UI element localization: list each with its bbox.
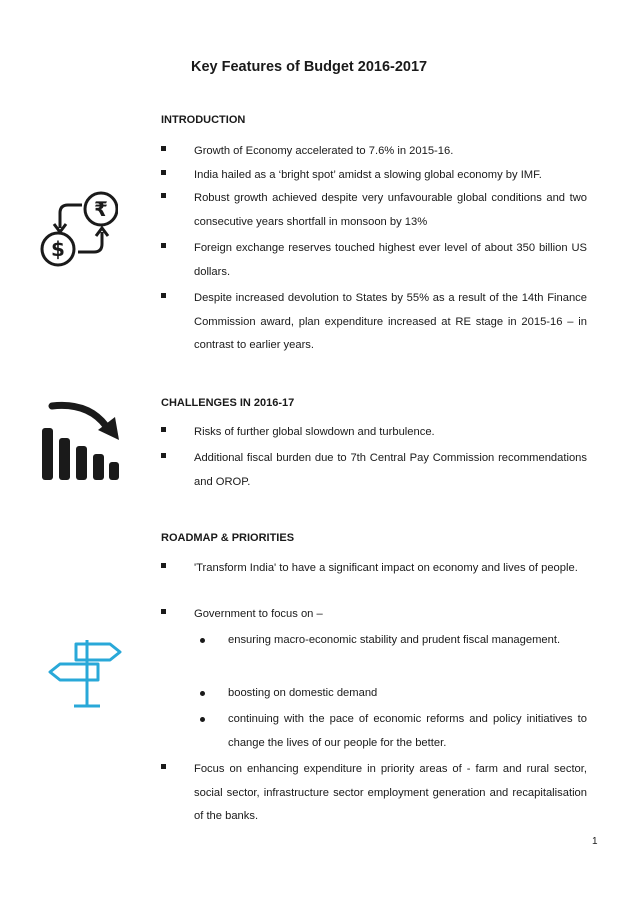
roadmap-bullet: Focus on enhancing expenditure in priority areas of - farm and rural sector, social sector, infrastructure sector employment generation and recapitalisation of the banks. <box>161 758 587 829</box>
bar-2 <box>59 438 70 480</box>
square-bullet-icon <box>161 146 166 151</box>
signpost-icon <box>46 636 126 710</box>
bar-5 <box>109 462 119 480</box>
roadmap-sub-bullet: continuing with the pace of economic reforms and policy initiatives to change the lives of our people for the better. <box>200 708 587 755</box>
challenges-heading: CHALLENGES IN 2016-17 <box>161 397 295 409</box>
square-bullet-icon <box>161 193 166 198</box>
arrow-down-path <box>60 205 82 228</box>
intro-bullet: India hailed as a ‘bright spot’ amidst a slowing global economy by IMF. <box>161 164 587 188</box>
declining-chart-icon <box>40 400 122 484</box>
introduction-heading: INTRODUCTION <box>161 114 246 126</box>
challenge-bullet: Additional fiscal burden due to 7th Central Pay Commission recommendations and OROP. <box>161 447 587 494</box>
sign-right <box>76 644 120 660</box>
bar-3 <box>76 446 87 480</box>
square-bullet-icon <box>161 764 166 769</box>
challenge-bullet: Risks of further global slowdown and turbulence. <box>161 421 587 445</box>
page-title: Key Features of Budget 2016-2017 <box>191 59 428 75</box>
round-bullet-icon <box>200 717 205 722</box>
square-bullet-icon <box>161 563 166 568</box>
intro-bullet: Growth of Economy accelerated to 7.6% in 2015-16. <box>161 140 587 164</box>
round-bullet-icon <box>200 691 205 696</box>
intro-bullet: Foreign exchange reserves touched highest ever level of about 350 billion US dollars. <box>161 237 587 284</box>
rupee-symbol: ₹ <box>94 197 108 221</box>
square-bullet-icon <box>161 427 166 432</box>
currency-exchange-icon <box>38 188 118 272</box>
bar-4 <box>93 454 104 480</box>
bar-1 <box>42 428 53 480</box>
square-bullet-icon <box>161 293 166 298</box>
roadmap-sub-bullet: boosting on domestic demand <box>200 682 587 706</box>
square-bullet-icon <box>161 170 166 175</box>
roadmap-heading: ROADMAP & PRIORITIES <box>161 532 295 544</box>
intro-bullet: Despite increased devolution to States by 55% as a result of the 14th Finance Commission award, plan expenditure increased at RE stage in 2015-16 – in contrast to earlier years. <box>161 287 587 358</box>
page-number: 1 <box>592 836 598 847</box>
roadmap-bullet: 'Transform India' to have a significant impact on economy and lives of people. <box>161 557 587 581</box>
roadmap-bullet: Government to focus on – <box>161 603 587 627</box>
intro-bullet: Robust growth achieved despite very unfavourable global conditions and two consecutive years shortfall in monsoon by 13% <box>161 187 587 234</box>
square-bullet-icon <box>161 243 166 248</box>
sign-left <box>50 664 98 680</box>
round-bullet-icon <box>200 638 205 643</box>
square-bullet-icon <box>161 453 166 458</box>
trend-arrow-line <box>52 405 106 426</box>
square-bullet-icon <box>161 609 166 614</box>
dollar-symbol: $ <box>51 237 65 261</box>
roadmap-sub-bullet: ensuring macro-economic stability and prudent fiscal management. <box>200 629 587 653</box>
